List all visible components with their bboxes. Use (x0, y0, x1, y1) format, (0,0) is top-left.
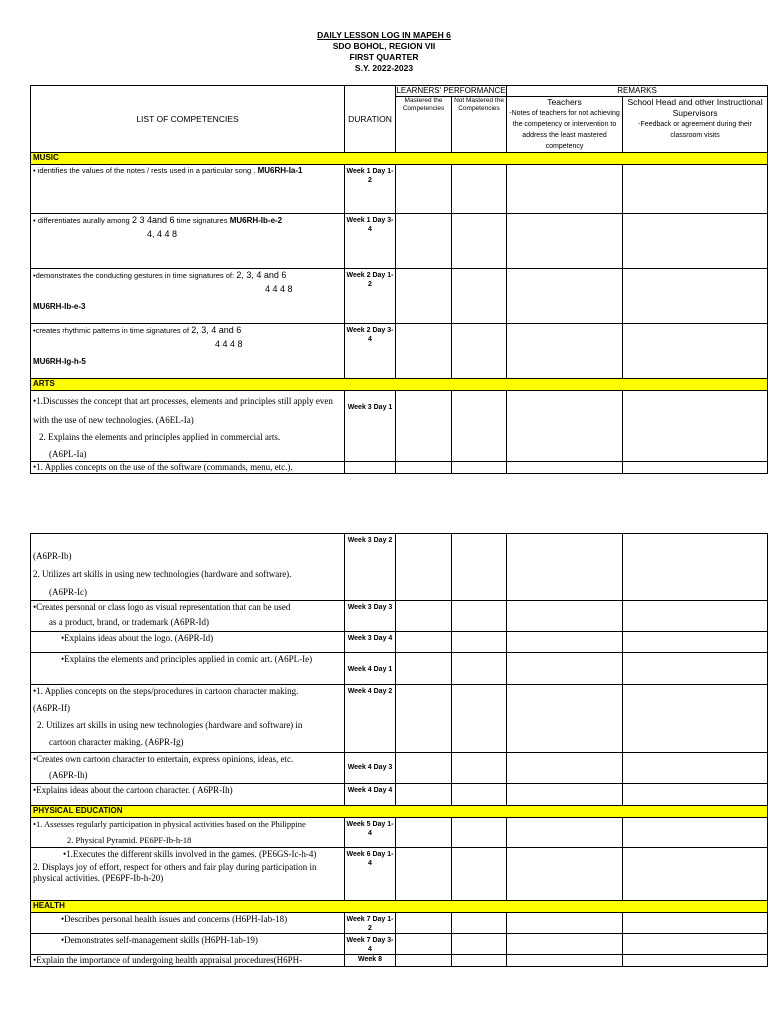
doc-school-year: S.Y. 2022-2023 (354, 63, 414, 73)
header-learners-performance: LEARNERS' PERFORMANCE (396, 86, 506, 95)
document-header (0, 30, 768, 74)
competency-cell: •1. Assesses regularly participation in physical activities based on the Philippine 2. Physical Pyramid. PE6PF-Ib-h-18 (31, 818, 345, 848)
competency-cell: •1. Applies concepts on the steps/procedures in cartoon character making. (A6PR-If) 2. Utilizes art skills in using new technologies (hardware and software) in cartoon character making. (A6PR-Ig) (31, 685, 345, 753)
lesson-log-table-page1 (30, 85, 768, 474)
competency-cell: • identifies the values of the notes / rests used in a particular song . MU6RH-Ia-1 (31, 165, 345, 214)
table-row (31, 632, 768, 653)
table-row (31, 214, 768, 269)
duration-cell: Week 2 Day 3-4 (345, 324, 396, 379)
table-row (31, 848, 768, 901)
header-school-head (623, 97, 768, 153)
header-teachers (507, 97, 623, 153)
table-row (31, 913, 768, 934)
section-music: MUSIC (31, 153, 768, 165)
competency-cell: •creates rhythmic patterns in time signatures of 2, 3, 4 and 6 4 4 4 8 MU6RH-Ig-h-5 (31, 324, 345, 379)
duration-cell: Week 3 Day 1 (345, 391, 396, 462)
competency-cell: •1.Executes the different skills involved in the games. (PE6GS-Ic-h-4) 2. Displays joy of effort, respect for others and fair play during participation in physical activities. (PE6PF-Ib-h-20) (31, 848, 345, 901)
table-row (31, 391, 768, 462)
lesson-log-table-page2 (30, 533, 768, 967)
doc-quarter: FIRST QUARTER (349, 52, 419, 62)
header-duration: DURATION (345, 86, 396, 153)
competency-cell: •Explains the elements and principles applied in comic art. (A6PL-Ie) (31, 653, 345, 685)
table-row (31, 165, 768, 214)
table-row (31, 818, 768, 848)
duration-cell: Week 7 Day 3-4 (345, 934, 396, 955)
competency-cell: •demonstrates the conducting gestures in time signatures of: 2, 3, 4 and 6 4 4 4 8 MU6RH-Ib-e-3 (31, 269, 345, 324)
doc-division: SDO BOHOL, REGION VII (332, 41, 436, 51)
table-row (31, 685, 768, 753)
duration-cell: Week 2 Day 1-2 (345, 269, 396, 324)
competency-cell: •Demonstrates self-management skills (H6PH-1ab-19) (31, 934, 345, 955)
header-not-mastered: Not Mastered the Competencies (452, 97, 507, 153)
table-row (31, 653, 768, 685)
header-mastered: Mastered the Competencies (396, 97, 452, 153)
table-row (31, 784, 768, 806)
duration-cell: Week 8 (345, 955, 396, 967)
table-row (31, 753, 768, 784)
duration-cell: Week 5 Day 1-4 (345, 818, 396, 848)
header-list-of-competencies: LIST OF COMPETENCIES (31, 86, 345, 153)
header-remarks: REMARKS (507, 86, 768, 97)
competency-cell: •Explain the importance of undergoing health appraisal procedures(H6PH- (31, 955, 345, 967)
duration-cell: Week 4 Day 1 (345, 653, 396, 685)
duration-cell: Week 4 Day 4 (345, 784, 396, 806)
teachers-label: Teachers (547, 97, 582, 107)
competency-cell: •Explains ideas about the cartoon character. ( A6PR-Ih) (31, 784, 345, 806)
section-arts: ARTS (31, 379, 768, 391)
section-health: HEALTH (31, 901, 768, 913)
duration-cell: Week 4 Day 3 (345, 753, 396, 784)
competency-cell: •1.Discusses the concept that art processes, elements and principles still apply even with the use of new technologies. (A6EL-Ia) 2. Explains the elements and principles applied in commercial arts. (A6PL-Ia) (31, 391, 345, 462)
competency-cell: •Describes personal health issues and concerns (H6PH-Iab-18) (31, 913, 345, 934)
table-row (31, 955, 768, 967)
competency-cell: •Creates own cartoon character to entertain, express opinions, ideas, etc. (A6PR-Ih) (31, 753, 345, 784)
table-row (31, 601, 768, 632)
school-head-label: School Head and other Instructional Supervisors (627, 97, 763, 118)
duration-cell: Week 7 Day 1-2 (345, 913, 396, 934)
duration-cell: Week 3 Day 3 (345, 601, 396, 632)
section-physical-education: PHYSICAL EDUCATION (31, 806, 768, 818)
duration-cell: Week 1 Day 3-4 (345, 214, 396, 269)
school-head-note: -Feedback or agreement during their classroom visits (638, 121, 752, 139)
competency-cell: •1. Applies concepts on the use of the software (commands, menu, etc.). (31, 462, 345, 474)
table-row (31, 462, 768, 474)
duration-cell: Week 3 Day 2 (345, 534, 396, 601)
teachers-note: -Notes of teachers for not achieving the competency or intervention to address the least mastered competency (509, 110, 620, 150)
duration-cell: Week 4 Day 2 (345, 685, 396, 753)
table-row (31, 324, 768, 379)
table-row (31, 534, 768, 601)
table-row (31, 934, 768, 955)
duration-cell: Week 1 Day 1-2 (345, 165, 396, 214)
competency-cell: •Explains ideas about the logo. (A6PR-Id) (31, 632, 345, 653)
duration-cell: Week 6 Day 1-4 (345, 848, 396, 901)
competency-cell: •Creates personal or class logo as visual representation that can be used as a product, brand, or trademark (A6PR-Id) (31, 601, 345, 632)
table-row (31, 269, 768, 324)
duration-cell: Week 3 Day 4 (345, 632, 396, 653)
competency-cell: (A6PR-Ib) 2. Utilizes art skills in using new technologies (hardware and software). (A6PR-Ic) (31, 534, 345, 601)
doc-title: DAILY LESSON LOG IN MAPEH 6 (317, 30, 451, 40)
competency-cell: • differentiates aurally among 2 3 4and 6 time signatures MU6RH-Ib-e-2 4, 4 4 8 (31, 214, 345, 269)
